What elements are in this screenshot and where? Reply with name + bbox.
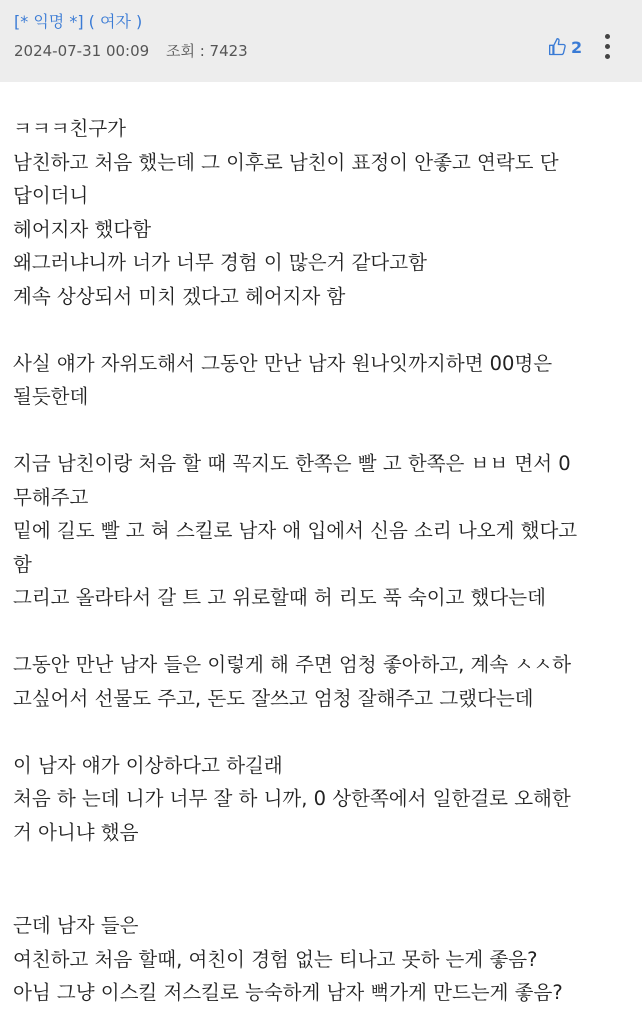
- post-line: 그동안 만난 남자 들은 이렇게 해 주면 엄청 좋아하고, 계속 ㅅㅅ하: [13, 653, 571, 676]
- post-line: 고싶어서 선물도 주고, 돈도 잘쓰고 엄청 잘해주고 그랬다는데: [13, 686, 534, 710]
- post-line: 그리고 올라타서 갈 트 고 위로할때 허 리도 푹 숙이고 했다는데: [13, 586, 546, 609]
- post-line: 거 아니냐 했음: [13, 820, 139, 844]
- paragraph-spacer: [13, 313, 628, 347]
- more-vertical-icon[interactable]: [598, 30, 618, 62]
- post-line: 남친하고 처음 했는데 그 이후로 남친이 표정이 안좋고 연락도 단: [13, 150, 559, 174]
- paragraph-spacer: [13, 849, 628, 909]
- view-count: 조회 : 7423: [165, 42, 248, 60]
- post-meta: [14, 40, 248, 61]
- post-line: 헤어지자 했다함: [13, 217, 152, 241]
- post-line: 될듯한데: [13, 385, 89, 408]
- post-line: ㅋㅋㅋ친구가: [13, 117, 127, 140]
- paragraph-spacer: [13, 715, 628, 749]
- post-date: 2024-07-31 00:09: [14, 42, 150, 60]
- paragraph-spacer: [13, 615, 628, 649]
- post-line: 처음 하 는데 니가 너무 잘 하 니까, 0 상한쪽에서 일한걸로 오해한: [13, 787, 571, 810]
- post-line: 이 남자 얘가 이상하다고 하길래: [13, 753, 283, 777]
- post-line: 여친하고 처음 할때, 여친이 경험 없는 티나고 못하 는게 좋음?: [13, 947, 538, 971]
- like-count: 2: [571, 37, 583, 57]
- post-line: 왜그러냐니까 너가 너무 경험 이 많은거 같다고함: [13, 251, 427, 274]
- post-header: [0, 0, 642, 82]
- post-line: 근데 남자 들은: [13, 914, 139, 937]
- thumbs-up-icon: [548, 37, 568, 57]
- post-line: 계속 상상되서 미치 겠다고 헤어지자 함: [13, 284, 346, 308]
- post-line: 지금 남친이랑 처음 할 때 꼭지도 한쪽은 빨 고 한쪽은 ㅂㅂ 면서 0: [13, 452, 571, 475]
- paragraph-spacer: [13, 414, 628, 448]
- post-line: 함: [13, 552, 32, 576]
- post-line: 무해주고: [13, 485, 89, 509]
- post-body: [13, 112, 628, 1010]
- post-line: 아님 그냥 이스킬 저스킬로 능숙하게 남자 뻑가게 만드는게 좋음?: [13, 981, 563, 1004]
- like-button[interactable]: [548, 34, 582, 60]
- post-line: 답이더니: [13, 184, 89, 207]
- post-line: 밑에 길도 빨 고 혀 스킬로 남자 애 입에서 신음 소리 나오게 했다고: [13, 519, 578, 542]
- post-author[interactable]: [* 익명 *] ( 여자 ): [14, 12, 143, 31]
- post-line: 사실 얘가 자위도해서 그동안 만난 남자 원나잇까지하면 00명은: [13, 351, 553, 375]
